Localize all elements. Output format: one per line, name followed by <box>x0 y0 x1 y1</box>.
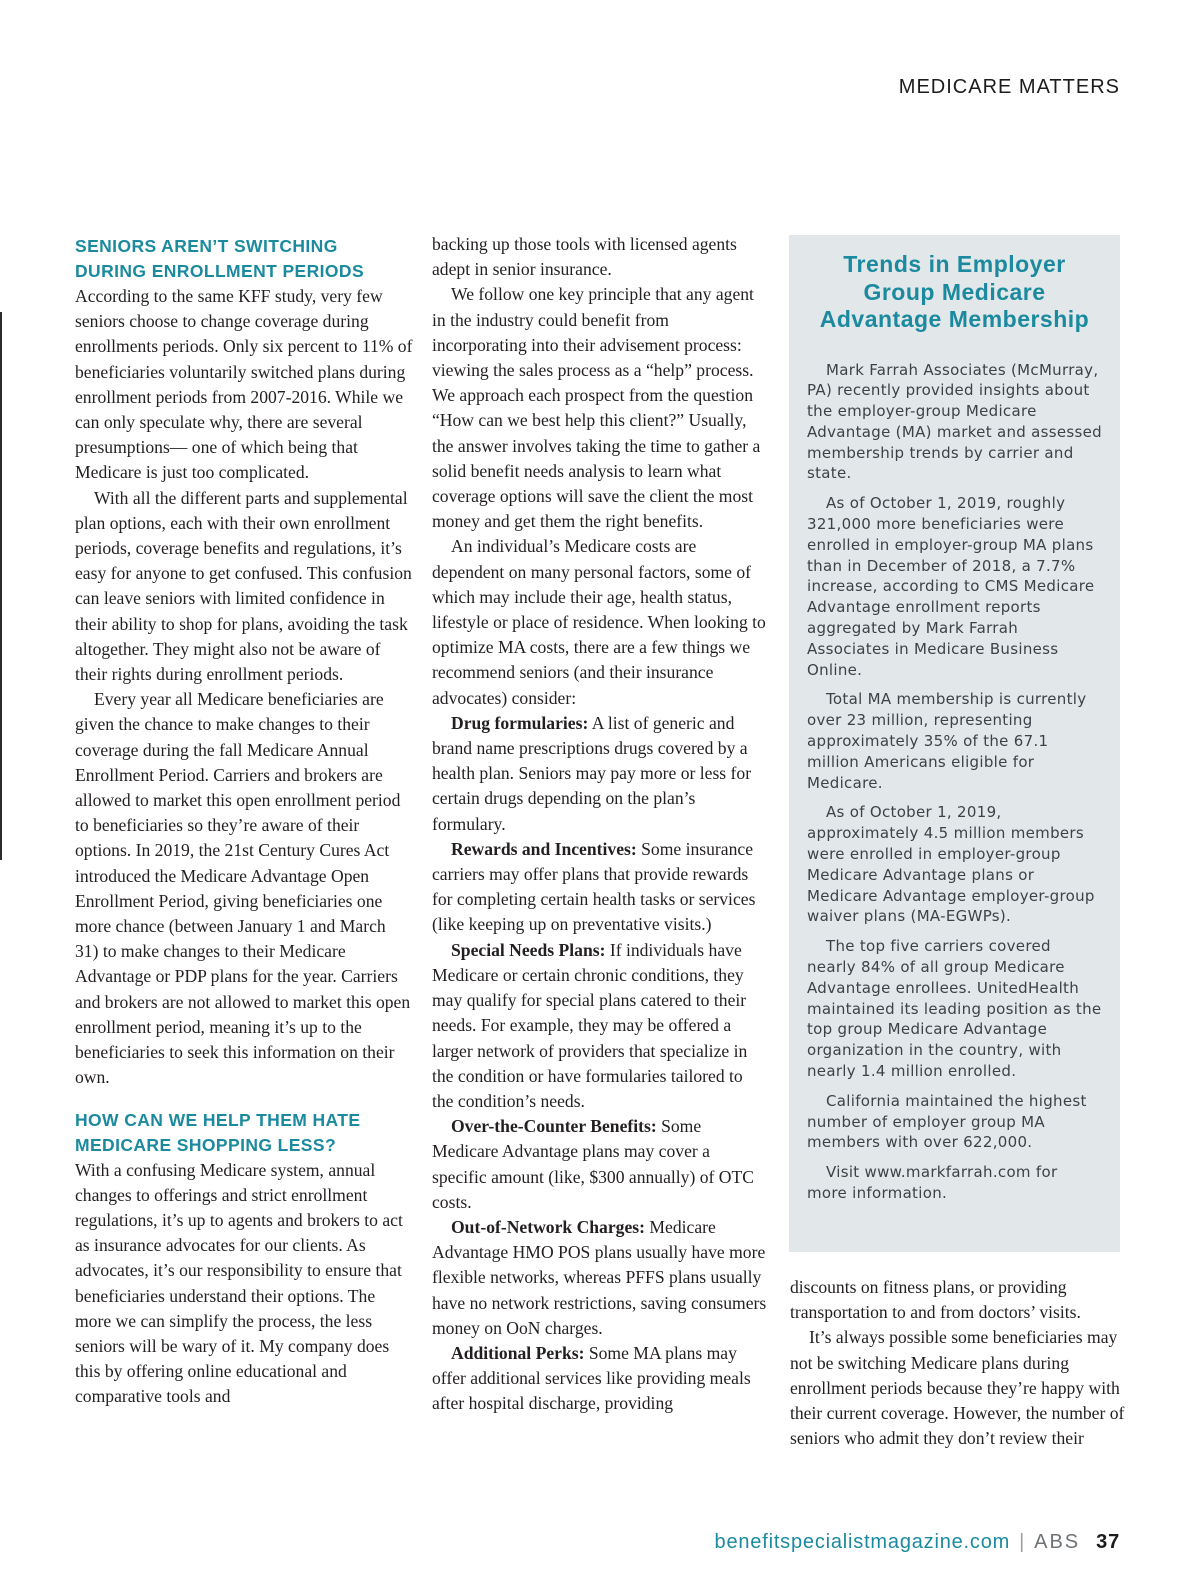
term-text: Some insurance carriers may offer plans that provide rewards for completing certain health tasks or services (like keeping up on preventative visits.) <box>432 838 756 935</box>
page-footer <box>715 1531 1120 1554</box>
subheading-help-them: HOW CAN WE HELP THEM HATE MEDICARE SHOPPING LESS? <box>75 1109 361 1155</box>
article-column-3 <box>790 1275 1125 1451</box>
term-label: Drug formularies: <box>451 712 589 733</box>
list-item-rewards <box>432 837 767 938</box>
term-label: Over-the-Counter Benefits: <box>451 1116 657 1137</box>
sidebar-paragraph: As of October 1, 2019, approximately 4.5 million members were enrolled in employer-group Medicare Advantage plans or Medicare Advantage employer-group waiver plans (MA-EGWPs). <box>807 803 1095 926</box>
sidebar-paragraph: Visit www.markfarrah.com for more information. <box>807 1163 1058 1202</box>
term-text: Medicare Advantage HMO POS plans usually have more flexible networks, whereas PFFS plans usually have no network restrictions, saving consumers money on OoN charges. <box>432 1216 767 1338</box>
term-text: Some Medicare Advantage plans may cover a specific amount (like, $300 annually) of OTC costs. <box>432 1116 754 1212</box>
term-label: Additional Perks: <box>451 1342 585 1363</box>
term-label: Out-of-Network Charges: <box>451 1216 645 1237</box>
page-number: 37 <box>1096 1531 1120 1553</box>
paragraph: With all the different parts and supplemental plan options, each with their own enrollment periods, coverage benefits and regulations, it’s easy for anyone to get confused. This confusion can leave seniors with limited confidence in their ability to shop for plans, avoiding the task altogether. They might also not be aware of their rights during enrollment periods. <box>75 487 412 685</box>
paragraph: discounts on fitness plans, or providing transportation to and from doctors’ visits. <box>790 1277 1081 1323</box>
section-label: MEDICARE MATTERS <box>898 76 1120 98</box>
paragraph: We follow one key principle that any agent in the industry could benefit from incorporating into their advisement process: viewing the sales process as a “help” process. We approach each prospect from the question “How can we best help this client?” Usually, the answer involves taking the time to gather a solid benefit needs analysis to learn what coverage options will save the client the most money and get them the right benefits. <box>432 284 761 532</box>
term-label: Special Needs Plans: <box>451 939 606 960</box>
term-text: Some MA plans may offer additional services like providing meals after hospital discharge, providing <box>432 1342 751 1414</box>
list-item-otc <box>432 1114 767 1215</box>
list-item-additional-perks <box>432 1341 767 1417</box>
paragraph: An individual’s Medicare costs are dependent on many personal factors, some of which may include their age, health status, lifestyle or place of residence. When looking to optimize MA costs, there are a few things we recommend seniors (and their insurance advocates) consider: <box>432 536 766 708</box>
paragraph: With a confusing Medicare system, annual changes to offerings and strict enrollment regulations, it’s up to agents and brokers to act as insurance advocates for our clients. As advocates, it’s our responsibility to ensure that beneficiaries understand their options. The more we can simplify the process, the less seniors will be wary of it. My company does this by offering online educational and comparative tools and <box>75 1159 403 1407</box>
term-text: If individuals have Medicare or certain chronic conditions, they may qualify for special plans catered to their needs. For example, they may be offered a larger network of providers that specialize in the condition or have formularies tailored to the condition’s needs. <box>432 939 748 1111</box>
paragraph: According to the same KFF study, very few seniors choose to change coverage during enrollments periods. Only six percent to 11% of beneficiaries voluntarily switched plans during enrollment periods from 2007-2016. While we can only speculate why, there are several presumptions— one of which being that Medicare is just too complicated. <box>75 286 413 483</box>
paragraph: Every year all Medicare beneficiaries are given the chance to make changes to their coverage during the fall Medicare Annual Enrollment Period. Carriers and brokers are allowed to market this open enrollment period to beneficiaries so they’re aware of their options. In 2019, the 21st Century Cures Act introduced the Medicare Advantage Open Enrollment Period, giving beneficiaries one more chance (between January 1 and March 31) to make changes to their Medicare Advantage or PDP plans for the year. Carriers and brokers are not allowed to market this open enrollment period, meaning it’s up to the beneficiaries to seek this information on their own. <box>75 689 411 1088</box>
sidebar-paragraph: California maintained the highest number of employer group MA members with over 622,000. <box>807 1091 1087 1152</box>
term-label: Rewards and Incentives: <box>451 838 637 859</box>
sidebar-title: Trends in Employer Group Medicare Advantage Membership <box>819 251 1090 332</box>
subheading-seniors-not-switching: SENIORS AREN’T SWITCHING DURING ENROLLMENT PERIODS <box>75 236 365 281</box>
paragraph: backing up those tools with licensed agents adept in senior insurance. <box>432 234 737 280</box>
article-column-1 <box>75 234 413 1410</box>
article-column-2 <box>432 232 767 1417</box>
sidebar-paragraph: Mark Farrah Associates (McMurray, PA) recently provided insights about the employer-group Medicare Advantage (MA) market and assessed membership trends by carrier and state. <box>807 360 1102 483</box>
sidebar-paragraph: As of October 1, 2019, roughly 321,000 more beneficiaries were enrolled in employer-group MA plans than in December of 2018, a 7.7% increase, according to CMS Medicare Advantage enrollment reports aggregated by Mark Farrah Associates in Medicare Business Online. <box>807 494 1095 679</box>
footer-publication: ABS <box>1034 1531 1081 1553</box>
sidebar-paragraph: Total MA membership is currently over 23 million, representing approximately 35% of the 67.1 million Americans eligible for Medicare. <box>807 690 1087 792</box>
sidebar-box <box>789 235 1120 1252</box>
term-text: A list of generic and brand name prescriptions drugs covered by a health plan. Seniors may pay more or less for certain drugs depending on the plan’s formulary. <box>432 712 752 834</box>
footer-separator: | <box>1019 1531 1026 1553</box>
list-item-drug-formularies <box>432 711 767 837</box>
footer-website: benefitspecialistmagazine.com <box>714 1531 1011 1553</box>
sidebar-paragraph: The top five carriers covered nearly 84% of all group Medicare Advantage enrollees. UnitedHealth maintained its leading position as the top group Medicare Advantage organization in the country, with nearly 1.4 million enrolled. <box>807 937 1102 1080</box>
page-edge-mark <box>0 312 2 860</box>
list-item-out-of-network <box>432 1215 767 1341</box>
paragraph: It’s always possible some beneficiaries may not be switching Medicare plans during enrollment periods because they’re happy with their current coverage. However, the number of seniors who admit they don’t review their <box>790 1327 1125 1449</box>
list-item-special-needs <box>432 938 767 1114</box>
